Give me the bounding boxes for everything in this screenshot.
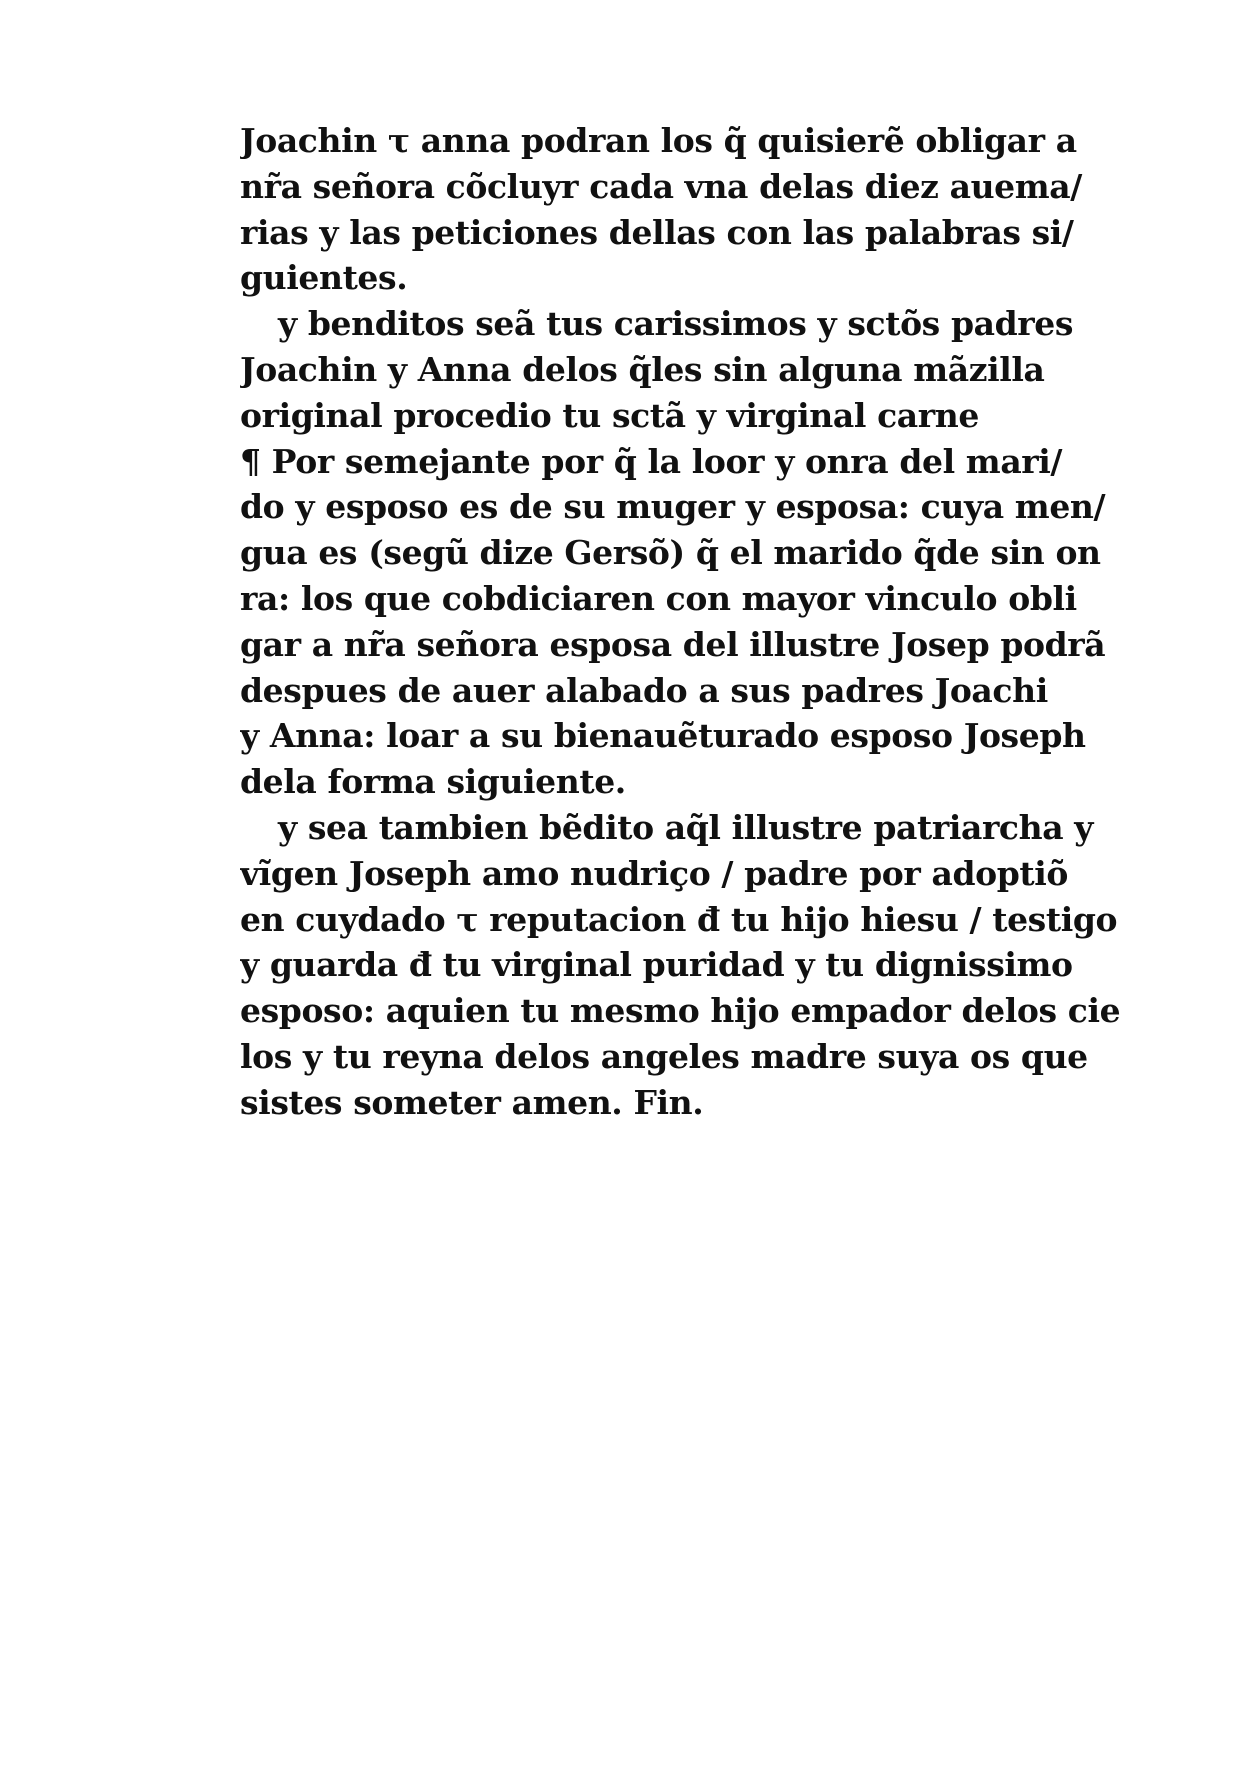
- text-line: gar a nr̃a señora esposa del illustre Josep podrã: [240, 624, 1106, 664]
- text-line: guientes.: [240, 258, 408, 298]
- text-line: vĩgen Joseph amo nudriço / padre por adoptiõ: [240, 853, 1069, 893]
- body-text: [240, 118, 1180, 1126]
- text-line: y sea tambien bẽdito aq̃l illustre patriarcha y: [278, 807, 1094, 847]
- text-line: dela forma siguiente.: [240, 762, 626, 802]
- text-line: do y esposo es de su muger y esposa: cuya men/: [240, 487, 1106, 527]
- text-line: esposo: aquien tu mesmo hijo empador delos cie: [240, 991, 1121, 1031]
- text-line: en cuydado τ reputacion đ tu hijo hiesu / testigo: [240, 899, 1118, 939]
- text-line: rias y las peticiones dellas con las palabras si/: [240, 212, 1074, 252]
- text-line: Joachin τ anna podran los q̃ quisierẽ obligar a: [240, 121, 1077, 160]
- text-line: los y tu reyna delos angeles madre suya os que: [240, 1036, 1088, 1076]
- text-line: nr̃a señora cõcluyr cada vna delas diez auema/: [240, 166, 1082, 206]
- text-line: gua es (segũ dize Gersõ) q̃ el marido q̃de sin on: [240, 533, 1101, 573]
- text-line: ra: los que cobdiciaren con mayor vinculo obli: [240, 578, 1077, 618]
- text-line: Joachin y Anna delos q̃les sin alguna mãzilla: [240, 349, 1045, 389]
- text-line: original procedio tu sctã y virginal carne: [240, 395, 979, 435]
- text-line: sistes someter amen. Fin.: [240, 1082, 704, 1122]
- text-line: y Anna: loar a su bienauẽturado esposo Joseph: [240, 716, 1086, 756]
- text-line: y guarda đ tu virginal puridad y tu dignissimo: [240, 945, 1073, 985]
- text-line: ¶ Por semejante por q̃ la loor y onra del mari/: [240, 441, 1063, 481]
- text-line: despues de auer alabado a sus padres Joachi: [240, 670, 1048, 710]
- text-line: y benditos seã tus carissimos y sctõs padres: [278, 304, 1074, 344]
